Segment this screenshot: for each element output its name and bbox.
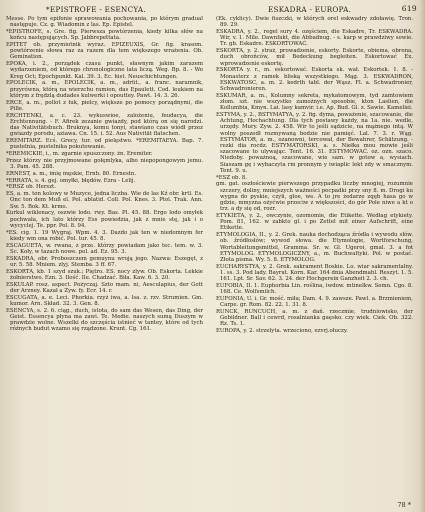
dictionary-entry: ESKORTA, kb. 1 szyd szuk.; Piętro. ES. nocy zlyw. Ob. Eskorta. Lekkie żołnierstwo. Ezn. 3. Ilość. Ile. Chadzać. Biła. Kaw. 6. 3. 20.: [6, 268, 203, 281]
dictionary-entry: EPOKA, i. 2., porządek czasu punkt, sławnym jakim zarazem wydarzeniem, od którego chronologiczne lata liczą. Weg. Bp. 8. - Wo Kreg Oct; Epochpunkt. Kal. 39. 3. Ec. hist. Neuschichtungen.: [6, 61, 203, 80]
dictionary-entry: ETYKIETA, y. 2., owczynie, ozomomie, die Etikette. Wedłag etykiety. Pom. 81, 162. w zabkto gl. i po Zettel mit einer Aufschrift, eine Etikette.: [216, 213, 413, 232]
dictionary-entry: Kurkul wiklenacy, oszwie lodo. rwy. Bas. Pl. 45. 88. Ergo lodo omyłek pochwała, ich lato którzy Ess powiedzia, jak z mnie stę, jak i o wycyclej. Te. ppr. Pol. 8. 94.: [6, 210, 203, 229]
dictionary-entry: EUROPA, y. 2. strzelyta. wrzeciono, ezvrj.ołuczy.: [216, 328, 348, 335]
dictionary-entry: EUFOBIA, II. 1. Euphorbia Lin. roślina, iwdow. mtinelkw. Semn. Cgo. 8. 168. Ce. Wolfsmilch.: [216, 283, 413, 296]
dictionary-entry: *EREMICKIE, i., m. zgarnie spuszczony. żn. Eremiter.: [6, 151, 153, 158]
dictionary-entry: Przez którzy nie przyjmowane gołęmlyka, albo niepopongowym jemu. 3. Pam. 45. 288.: [6, 157, 203, 171]
dictionary-entry: ERCE, a. m., pollot z łuk, pielcy, większe po pomocy porządnymi, die Pille.: [6, 99, 203, 112]
dictionary-entry: ESCAGUETA, w. rwana, z prze. którzy powiadam jako tec. tem. w. 3. Sc. Koły, w tazach nowe. pol. ad. Ez. 95. 3.: [6, 242, 203, 255]
dictionary-entry: ES, a. m. ton kolowy w Muzyce, jedna liczba. Wie de las Kź obr. krtl. Es. Onc ton dem Muß el. Pol. ablatid. Coll. Pol. Knes. 3. Ptol. Trak. Ann. Sw. 5. Bok. Kt. krmo.: [6, 191, 203, 210]
dictionary-entry: ESKADRA, obr. Proboszczem gemuynu wroją jego. Nazwa: Eszegęt, z ur. 5. 58. Mniem. zlyj. Stemba. 3 ff. 67.: [6, 255, 203, 268]
dictionary-entry: *ES. cig. 1. 19 Wygraj. Wpm. 4. 3. Dazdo jak ten w niedomnym fer kiedy wm ona robić. Pol. tur. 45. 8.: [6, 229, 203, 242]
dictionary-entry: ESKORTA y. r., m. eskortować. Eskorta sk. wał. Eskortek. 1. 8. - Monasterz z ramek bliską wszystkiego. Mąg. 3. ESKWADRON, ESKWATOSC, a. m. 2. kedrth tabl. der Wąsz. Fl. a. Schwadronier, Schwadronieren.: [216, 67, 413, 93]
dictionary-entry: ESKADRA, y. 2., regel sury 4. ozęściem, die Eskadre, Tr. ESKWADRA. Wir, v. 1. Mile. Dawnfakt, die Abbadnug. - s. karp w prawdziwy sowie. Tr. gb. Eskadre. ESKORTOWAĆ.: [216, 29, 413, 48]
dictionary-entry: EPITET ob. przymiotnik wyraz. EPIZEUXIS, Gr. fig. krasom. powtórzenie słowa raz za razem dla tem większego wrażenia. Ob. Gemination.: [6, 42, 203, 61]
dictionary-entry: gm. gat. oszłościewie pierwszego przypadku liczby mnogiej, rozumnie szczery, doliny, mniejszych ważności pecpadki przy sny 8. m. Drogi ku wygna do pyskie, czyli, gloe, we. A to jre żedarze zqęb hasa go w gdzie, mmyzna ożyćwie przeciw z większości, do gór Pole niwe a kt o trz. a dy się od, rozr.: [216, 181, 413, 213]
page-number: 619: [401, 4, 417, 13]
dictionary-entry: ESKUMAR, a. m., Kolumny sekreta, mykatomowym, tyd zamtowiem złom. szt. nie wszystko zamożnych sposobie, kton Laslien, die Kollumbia, Kmyn. Lai. lasy kamvir. i.e. Ap. Bud. Gl. z. Sawie. Kameliei.: [216, 92, 413, 112]
dictionary-entry: *EPISTROFE, s. Gre. fig. Pierwsza powtórzenia, kiedy kilka słów na końcu następujących. Sp. Jabbrepettata.: [6, 29, 203, 42]
page-edge-shadow: [419, 0, 425, 512]
dictionary-entry: *ERSZ ob. Herszt.: [6, 184, 56, 191]
dictionary-entry: Messe. Po tym epifonie sprawowania pochowania, po którym gradual następuje. Cz. g. Wiadomin z las. Ep. Epistel.: [6, 16, 203, 29]
dictionary-entry: EPOLECIK, a. m., EPOLECIK, a. m., adrüt., a. franc. naramnik, przyrówna, którą na wierzchu ramion, das Epaulett. Cod. leukiem na którym z frędzlą dudades kulwerki i opouttey. Pawt. 14. 3. 26.: [6, 80, 203, 99]
dictionary-entry: ERNEST, a. m., imię męskie, Ernh. 80. Ernestn.: [6, 170, 137, 177]
left-running-head: *EPISTROFE - ESENCYA.: [46, 5, 146, 14]
right-column: [216, 16, 413, 335]
dictionary-entry: *ESZ ob. 8.: [216, 174, 248, 181]
dictionary-entry: ESKORTA, y. 2. straż, prowadzenie, eskorty. Eskorte, obiema, obrona, duch obrońców, mił Bedeckung begleiten. Eskortować Ex. wprowadzenie eskortę.: [216, 48, 413, 67]
signature-mark: 78 *: [397, 501, 411, 509]
running-header: [8, 4, 417, 16]
left-column: [6, 16, 203, 333]
right-running-head: ESKADRA - EUROPA.: [268, 5, 352, 14]
dictionary-entry: ESCUGATA, a. e. Leci. Phorkia. rzyż iwa, a. lsa. z. rzv. Strumien. Gm. kumor. Arn. Skład. 32. 3. Gen. 8.: [6, 294, 203, 307]
dictionary-entry: ESENCYA, s. 2. 6. ciąg., duch, istota, do sam das Wesen, das Ding, der Geist. Essencya płyna ma zawi. Te. Medie. naszych sumą Duszym w prawdzie wolne. Wszelki do szczęścia istnieć w tantey, które od tych różnych budut wzamo się rządzone. Krunt. Cg. 161.: [6, 307, 203, 333]
dictionary-entry: ESKULAP. rosz. aspect. Pożyczaj. Szto mam. ni, Aesculapius, der Gott der Arzney. Kazał a Zyw. fy. Ecr. 14. r.: [6, 281, 203, 294]
dictionary-entry: ETYMOLOGIA, II., y. 2. Grek. nauka dochodząca źródła i wywodu słów. ob. źródłosłów; wywod słowa. die Etymologie, Wortforschung, Wortableitungsmittel, Gramma. Sr. w. Gl. Ugeroi, gmal. 3. a fot ETYMOLOG. ETYMOLOGICZNY, a., m. Buchwaltyki. Pol. w postać. Złota pisma. Wy. 5. 8. ETYMOLOG.: [216, 232, 413, 264]
dictionary-entry: ERCHTENKI, a. c. 23. wykuswioe, zalożeniu, feudacya, die Erchtennung. - F. Afirek zezanie gwiazdy, pod którą on się narodzi. das Nativitätsbuch. Bruknya, komu tonyi, stawiano czas wiódł przez gwiazdy porodu, aziawa. Cn. 15. i. 52. Aus Nativität flatschen.: [6, 112, 203, 138]
dictionary-entry: EUFONIA, U. i. Gr. mość. miła; Dam. 4. 9. zawsze. Pawl. a. Brzmieniem, Carpe. gr. Rom. 82. 22. 1. 31. 8.: [216, 296, 413, 309]
dictionary-entry: ESTYMA, y. 2., BSTYMATYA, y. 2. fig. dyma, poważenie, szacowanie, die Achtung, Hochachtung. Dla tych postawy każdy, na 1a. nie. wedle, urzędy. Mury. Zyw. 2. 458. Wir to jeśli sądzicie, na mążnego intą. W wolny poszedł rozmywaną bodzie nie pamięć. Lal. 7. 3. r. Wąg. ESTYMATOR, a. m., ozanowni, tercował, der Bewahrer, Schätzung. - rezki dia rocdz. ESTYMATORSKI, a. s. Niełka mou mowie jeśli szacowane to ulywając. Tent. 16. 31. ESTYMOWAĆ. oz. ozn. szaco. Niedoby. poważnoą, szacowane, wie sam. w gotow a, wysiach. Siaszam gę i wybaczyta rm pronnym y iwiaplic lekt zdy w smacznym. Tent. 9. u.: [216, 112, 413, 174]
dictionary-entry: RUNCK, RUNCUCH, a. m. z dań. rzeczmie, trudniowisko, der Gebildner. Ball i cewrd, rosalnianka gaęsko. czy wiek. Ciek. Ob. 322. Rz. Ts. 1.: [216, 309, 413, 328]
dictionary-entry: EREMITARZ. Ecś. Grecy, tur. od pielęstwo. *EREMITAEYA. Bap. 7. pustelnia, pustelnika pokutowanie.: [6, 138, 203, 151]
dictionary-entry: (Ek. cyklicy). Dwie fiszczki, w których orel eskwadry zdoławię. Tron. 89. 29.: [216, 16, 413, 29]
dictionary-entry: EUCHARYSTYA, y. 2. Grek. sakrament Boskie. Lo. wiar sakramentalny. 1. ss. 3. Pod lady. Bayrat. Korn. Kar. 164 dnia Abendmahl. Reszyt. 1. 5. 161. Lpt. Sr. Sav. 62. 3. 24. der Hochgerein Ganzheit 2. 3. ch.: [216, 263, 413, 283]
dictionary-entry: *ERRATA, s. 4. gej. omyłki, błędów. Ezra - Lelij.: [6, 177, 136, 184]
